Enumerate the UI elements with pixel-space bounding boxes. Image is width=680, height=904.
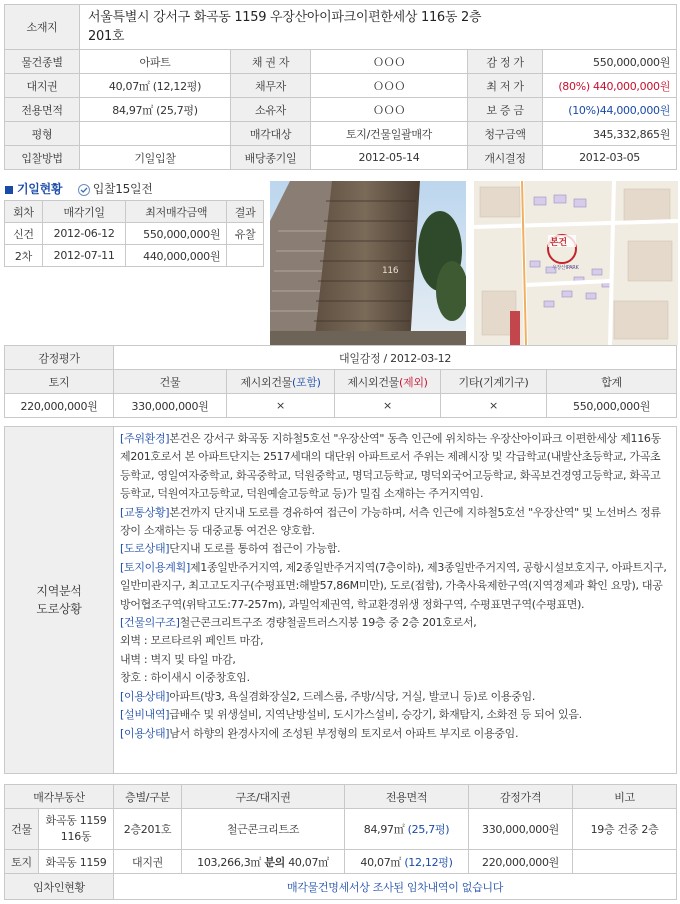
- value-sale-target: 토지/건물일괄매각: [311, 122, 468, 146]
- sale-land-share: 40,07㎡: [288, 855, 329, 869]
- desc-tag: [이용상태]: [120, 689, 170, 703]
- label-claim-amount: 청구금액: [468, 122, 543, 146]
- sale-area: [345, 850, 469, 874]
- sale-address: 화곡동 1159: [39, 850, 114, 874]
- value-deposit: (10%)44,000,000원: [543, 98, 677, 122]
- table-row: [5, 394, 677, 418]
- sale-structure: [182, 850, 345, 874]
- table-row: [5, 245, 264, 267]
- sale-col-price: 감정가격: [469, 785, 573, 809]
- sale-type-land: 토지: [5, 850, 39, 874]
- appraisal-col-machinery: 기타(기계기구): [441, 370, 547, 394]
- desc-item: [120, 504, 670, 541]
- label-exclusive-area: 전용면적: [5, 98, 80, 122]
- sale-area-m2: 84,97㎡: [363, 823, 405, 836]
- table-row: [5, 223, 264, 245]
- label-size-class: 평형: [5, 122, 80, 146]
- bid-col-date: 매각기일: [42, 201, 126, 223]
- appraisal-col-extra-incl: [227, 370, 335, 394]
- bid-col-round: 회차: [5, 201, 43, 223]
- desc-tag: [주위환경]: [120, 432, 170, 445]
- desc-item: [120, 632, 670, 650]
- desc-text: 아파트(방3, 욕실겸화장실2, 드레스룸, 주방/식당, 거실, 발코니 등)로 이용중임.: [169, 689, 536, 703]
- desc-item: [120, 559, 670, 614]
- sale-col-property: 매각부동산: [5, 785, 114, 809]
- bidding-days-left: 입찰15일전: [92, 182, 153, 196]
- map-subject-label: 본건: [550, 238, 567, 248]
- desc-tag: [건물의구조]: [120, 616, 180, 630]
- value-minimum-price: (80%) 440,000,000원: [543, 74, 677, 98]
- desc-text: 남서 하향의 완경사지에 조성된 부정형의 토지로서 아파트 부지로 이용중임.: [169, 726, 519, 740]
- bid-col-price: 최저매각금액: [126, 201, 227, 223]
- bid-round: 신건: [5, 223, 43, 245]
- value-property-type: 아파트: [80, 50, 231, 74]
- sale-floor: 대지권: [114, 850, 182, 874]
- label-debtor: 채무자: [231, 74, 311, 98]
- table-row: [5, 809, 677, 850]
- appraisal-excl-tag: (제외): [399, 375, 428, 389]
- label-commencement: 개시결정: [468, 146, 543, 170]
- info-row: [5, 50, 677, 74]
- address: [80, 5, 677, 50]
- info-row: [5, 146, 677, 170]
- region-label: [5, 427, 114, 774]
- bidding-header: [5, 180, 305, 198]
- appraisal-extra-incl-value: ×: [227, 394, 335, 418]
- sale-col-floor: 층별/구분: [114, 785, 182, 809]
- desc-text: 철근콘크리트구조 경량철골트러스지붕 19층 중 2층 201호로서,: [179, 616, 477, 630]
- desc-item: [120, 430, 670, 504]
- value-bid-method: 기일입찰: [80, 146, 231, 170]
- label-creditor: 채 권 자: [231, 50, 311, 74]
- sale-area-py: (12,12평): [404, 855, 453, 869]
- sale-structure: 철근콘크리트조: [182, 809, 345, 850]
- bid-round: 2차: [5, 245, 43, 267]
- bid-result: 유찰: [227, 223, 264, 245]
- desc-item: [120, 614, 670, 632]
- value-appraisal-price: 550,000,000원: [543, 50, 677, 74]
- sale-note: 19층 건중 2층: [573, 809, 677, 850]
- sale-note: [573, 850, 677, 874]
- building-number: 116: [382, 266, 399, 276]
- bid-date: 2012-07-11: [42, 245, 126, 267]
- value-creditor: ＯＯＯ: [311, 50, 468, 74]
- table-row: [5, 850, 677, 874]
- sale-address: [39, 809, 114, 850]
- value-land-right: 40,07㎡ (12,12평): [80, 74, 231, 98]
- appraisal-col-land: 토지: [5, 370, 114, 394]
- value-dividend-deadline: 2012-05-14: [311, 146, 468, 170]
- appraisal-land-value: 220,000,000원: [5, 394, 114, 418]
- sale-col-note: 비고: [573, 785, 677, 809]
- appraisal-incl-tag: (포함): [292, 375, 321, 389]
- desc-item: [120, 688, 670, 706]
- sale-area-m2: 40,07㎡: [360, 855, 402, 869]
- sale-area-py: (25,7평): [407, 823, 450, 836]
- sale-land-total: 103,266,3㎡: [197, 855, 262, 869]
- desc-tag: [설비내역]: [120, 708, 170, 722]
- desc-tag: [이용상태]: [120, 726, 170, 740]
- sale-col-structure: 구조/대지권: [182, 785, 345, 809]
- label-land-right: 대지권: [5, 74, 80, 98]
- bid-result: [227, 245, 264, 267]
- label-property-type: 물건종별: [5, 50, 80, 74]
- appraisal-extra-excl-value: ×: [335, 394, 441, 418]
- appraisal-col-building: 건물: [114, 370, 227, 394]
- info-row: [5, 74, 677, 98]
- region-description: [114, 427, 677, 774]
- bidding-table: [4, 200, 264, 357]
- desc-text: 본건까지 단지내 도로를 경유하여 접근이 가능하며, 서측 인근에 지하철5호선 "우장산역" 및 노선버스 정류장이 소재하는 등 대중교통 여건은 양호함.: [120, 505, 661, 538]
- address-line1: 서울특별시 강서구 화곡동 1159 우장산아이파크이편한세상 116동 2층: [88, 10, 482, 25]
- bid-price: 440,000,000원: [126, 245, 227, 267]
- value-commencement: 2012-03-05: [543, 146, 677, 170]
- appraisal-info: 대일감정 / 2012-03-12: [114, 346, 677, 370]
- value-size-class: [80, 122, 231, 146]
- value-claim-amount: 345,332,865원: [543, 122, 677, 146]
- sale-area: [345, 809, 469, 850]
- value-debtor: ＯＯＯ: [311, 74, 468, 98]
- tenant-status: 매각물건명세서상 조사된 임차내역이 없습니다: [114, 874, 677, 900]
- label-minimum-price: 최 저 가: [468, 74, 543, 98]
- map-complex-label: 우장산IPARK: [552, 265, 579, 271]
- desc-tag: [도로상태]: [120, 542, 170, 556]
- bidding-title: 기일현황: [17, 182, 63, 196]
- sale-address-line1: 화곡동 1159: [45, 814, 107, 827]
- desc-item: [120, 669, 670, 687]
- sale-property-table: [4, 784, 677, 874]
- desc-text: 급배수 및 위생설비, 지역난방설비, 도시가스설비, 승강기, 화재탐지, 소화전 등 되어 있음.: [169, 708, 582, 722]
- label-dividend-deadline: 배당종기일: [231, 146, 311, 170]
- desc-tag: [토지이용계획]: [120, 560, 190, 574]
- region-label-road: 도로상황: [36, 602, 82, 616]
- appraisal-col-extra-excl: [335, 370, 441, 394]
- bid-date: 2012-06-12: [42, 223, 126, 245]
- label-sale-target: 매각대상: [231, 122, 311, 146]
- value-owner: ＯＯＯ: [311, 98, 468, 122]
- building-photo[interactable]: [270, 181, 466, 345]
- bid-price: 550,000,000원: [126, 223, 227, 245]
- appraisal-col-total: 합계: [547, 370, 677, 394]
- info-row: [5, 98, 677, 122]
- desc-item: [120, 540, 670, 558]
- address-line2: 201호: [88, 29, 125, 44]
- appraisal-title: 감정평가: [5, 346, 114, 370]
- sale-price: 220,000,000원: [469, 850, 573, 874]
- info-row: [5, 122, 677, 146]
- sale-type-building: 건물: [5, 809, 39, 850]
- appraisal-building-value: 330,000,000원: [114, 394, 227, 418]
- appraisal-extra-label: 제시외건물: [347, 375, 399, 389]
- location-label: 소재지: [5, 5, 80, 50]
- bid-col-result: 결과: [227, 201, 264, 223]
- tenant-table: [4, 873, 677, 900]
- desc-item: [120, 651, 670, 669]
- sale-floor: 2층201호: [114, 809, 182, 850]
- appraisal-machinery-value: ×: [441, 394, 547, 418]
- location-map[interactable]: [474, 181, 678, 345]
- desc-text: 내벽 : 벽지 및 타일 마감,: [120, 652, 236, 666]
- label-bid-method: 입찰방법: [5, 146, 80, 170]
- desc-item: [120, 706, 670, 724]
- property-info-table: [4, 4, 677, 170]
- label-appraisal-price: 감 정 가: [468, 50, 543, 74]
- desc-text: 창호 : 하이새시 이중창호임.: [120, 671, 250, 685]
- label-owner: 소유자: [231, 98, 311, 122]
- region-analysis-table: [4, 426, 677, 774]
- sale-address-line2: 116동: [60, 830, 92, 843]
- tenant-label: 임차인현황: [5, 874, 114, 900]
- sale-land-fraction: 분의: [264, 855, 285, 869]
- sale-col-area: 전용면적: [345, 785, 469, 809]
- desc-item: [120, 725, 670, 743]
- desc-text: 외벽 : 모르타르위 페인트 마감,: [120, 634, 264, 648]
- check-circle-icon: [78, 184, 90, 196]
- label-deposit: 보 증 금: [468, 98, 543, 122]
- desc-tag: [교통상황]: [120, 505, 170, 519]
- desc-text: 단지내 도로를 통하여 접근이 가능함.: [169, 542, 341, 556]
- appraisal-extra-label: 제시외건물: [240, 375, 292, 389]
- appraisal-table: [4, 345, 677, 418]
- desc-text: 제1종일반주거지역, 제2종일반주거지역(7층이하), 제3종일반주거지역, 공항시설보호지구, 아파트지구, 일반미관지구, 최고고도지구(수평표면:해발57,86M미만), 도로(접함), 가축사육제한구역(지역경제과 확인 요망), 대공방어협조구역(위탁고도:77-257m), 과밀억제권역, 학교환경위생 정화구역, 수평표면구역(수평표면).: [120, 560, 667, 611]
- value-exclusive-area: 84,97㎡ (25,7평): [80, 98, 231, 122]
- section-bullet-icon: [5, 186, 13, 194]
- region-label-analysis: 지역분석: [36, 584, 82, 598]
- sale-price: 330,000,000원: [469, 809, 573, 850]
- desc-text: 본건은 강서구 화곡동 지하철5호선 "우장산역" 동측 인근에 위치하는 우장산아이파크 이편한세상 제116동 제201호로서 본 아파트단지는 2517세대의 대단위 아파트로서 주위는 제례시장 및 각급학교(내발산초등학교, 가곡초등학교, 영일여자중학교, 화곡중학교, 덕원중학교, 명덕고등학교, 명덕외국어고등학교, 화곡보건경영고등학교, 화곡고등학교, 덕원여자고등학교, 덕원예술고등학교 등)가 밀집 소재하는 주거지역임.: [120, 432, 661, 501]
- appraisal-total-value: 550,000,000원: [547, 394, 677, 418]
